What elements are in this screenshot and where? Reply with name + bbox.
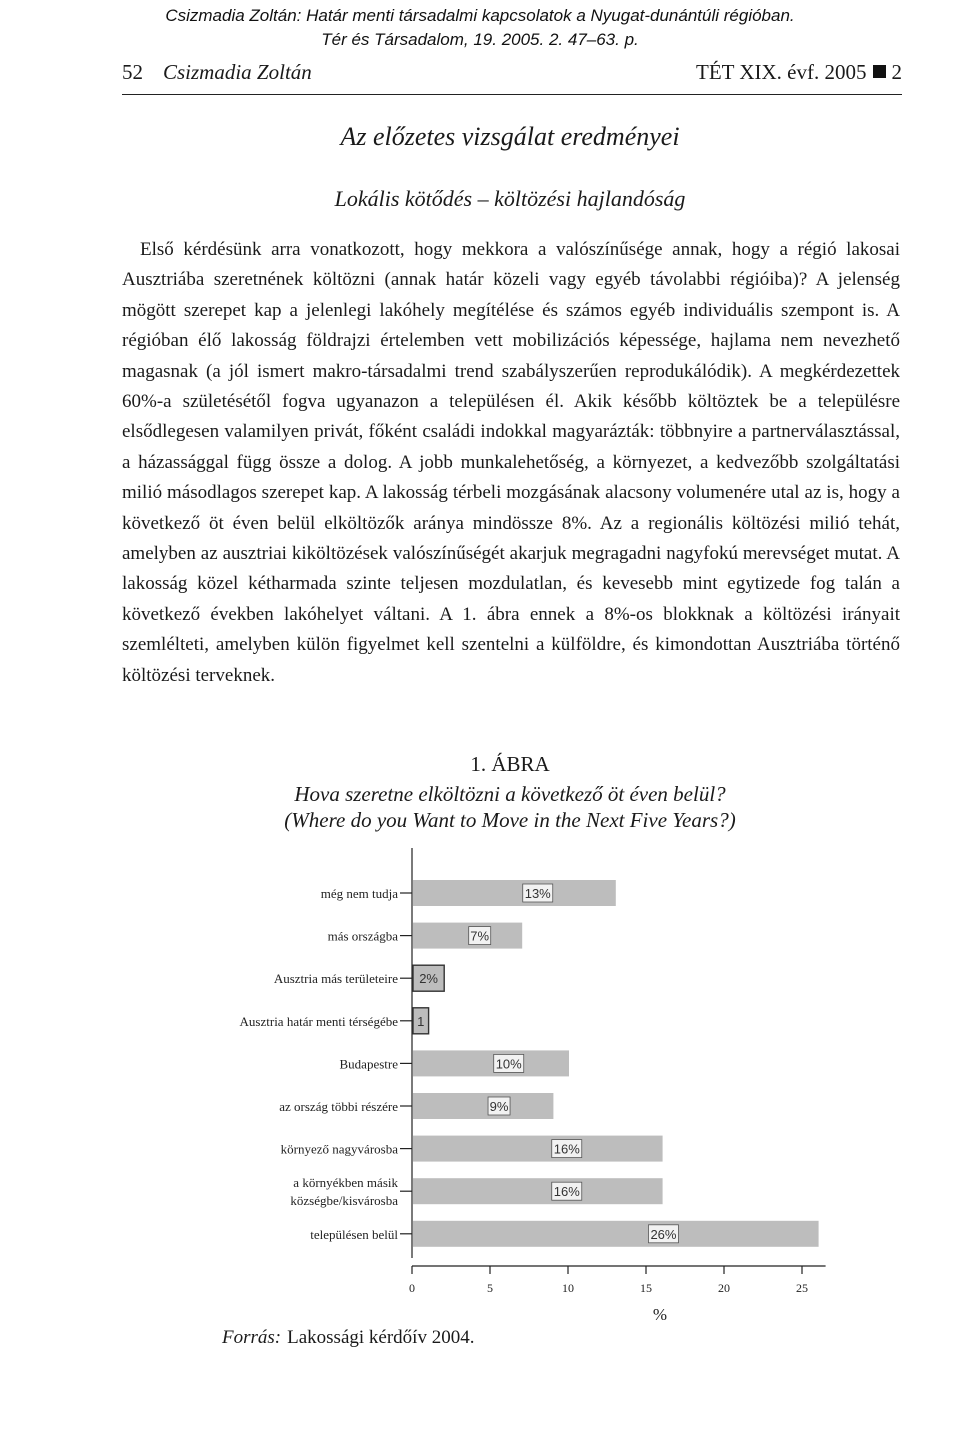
data-label: 7% [470,928,490,944]
bar [413,1136,663,1162]
figure-title: Hova szeretne elköltözni a következő öt éven belül? [294,782,726,806]
source-text: Lakossági kérdőív 2004. [287,1327,475,1348]
data-label: 26% [650,1226,677,1242]
category-label: környező nagyvárosba [280,1141,398,1157]
bar [413,1050,569,1076]
data-label: 1 [417,1013,425,1029]
data-label: 16% [553,1141,580,1157]
category-label: az ország többi részére [279,1099,398,1114]
data-label: 10% [495,1056,522,1072]
page-number: 52 [122,60,143,84]
subsection-title: Lokális kötődés – költözési hajlandóság [334,186,686,211]
category-label: Ausztria más területeire [273,971,398,987]
source-note-line1: Csizmadia Zoltán: Határ menti társadalmi kapcsolatok a Nyugat-dunántúli régióban. [165,6,795,25]
category-label: más országba [327,928,398,944]
x-tick-label: 25 [796,1281,808,1295]
data-label: 2% [419,971,438,987]
source-label: Forrás: [222,1327,282,1348]
data-label: 13% [524,886,551,901]
x-tick-label: 5 [487,1281,493,1295]
category-label: településen belül [310,1226,398,1242]
body-paragraph: Első kérdésünk arra vonatkozott, hogy mekkora a valószínűsége annak, hogy a régió lakosai Ausztriába szeretnének költözni (annak határ közeli vagy egyéb távolabbi régióiba)? A jelenség mögött szerepet kap a jelenlegi lakóhely megítélése és számos egyéb individuális szempont is. A régióban élő lakosság földrajzi értelemben vett mobilizációs képessége, hajlama nem nevezhető magasnak (a jól ismert makro-társadalmi trend szabályszerűen reprodukálódik). A megkérdezettek 60%-a születésétől fogva ugyanazon a településen él. Akik később költöztek be a településre elsődlegesen valamilyen privát, főként családi indokkal magyarázták: többnyire a partnerválasztással, a házassággal függ össze a dolog. A jobb munkalehetőség, a környezet, a kedvezőbb szolgáltatási milió másodlagos szerepet kap. A lakosság térbeli mozgásának alacsony volumenére utal az is, hogy a következő öt éven belül elköltözők aránya mindössze 8%. Az a regionális költözési milió tehát, amelyben az ausztriai kiköltözések valószínűségét akarjuk megragadni nagyfokú merevséget mutat. A lakosság közel kétharmada szinte teljesen mozdulatlan, és kevesebb mint egytizede fog talán a következő években lakóhelyet váltani. A 1. ábra ennek a 8%-os blokknak a költözési irányait szemlélteti, amelyben külön figyelmet kell szentelni a külföldre, és kimondottan Ausztriába történő költözési terveknek. [122,239,900,686]
x-tick-label: 0 [409,1281,415,1295]
bar [413,923,522,949]
figure-source [222,1327,474,1349]
x-tick-label: 20 [718,1281,730,1295]
bar [413,1178,663,1204]
issue-number: 2 [891,60,902,84]
section-title: Az előzetes vizsgálat eredményei [340,122,680,151]
source-note-line2: Tér és Társadalom, 19. 2005. 2. 47–63. p. [321,30,639,49]
category-label: községbe/kisvárosba [290,1193,398,1209]
x-tick-label: 15 [640,1281,652,1295]
bar [413,1221,819,1247]
figure-label: 1. ÁBRA [470,752,550,776]
category-label: a környékben másik [293,1175,398,1191]
category-label: még nem tudja [320,886,398,901]
data-label: 16% [553,1184,580,1200]
bar [413,880,616,906]
figure-title-english: (Where do you Want to Move in the Next Five Years?) [284,808,736,832]
data-label: 9% [489,1099,509,1114]
category-label: Ausztria határ menti térségébe [239,1013,398,1029]
journal-info: TÉT XIX. évf. 2005 [696,60,867,84]
bar [413,1093,553,1119]
x-axis-label: % [652,1305,668,1324]
x-tick-label: 10 [562,1281,574,1295]
category-label: Budapestre [339,1056,398,1072]
author-name: Csizmadia Zoltán [163,60,312,84]
